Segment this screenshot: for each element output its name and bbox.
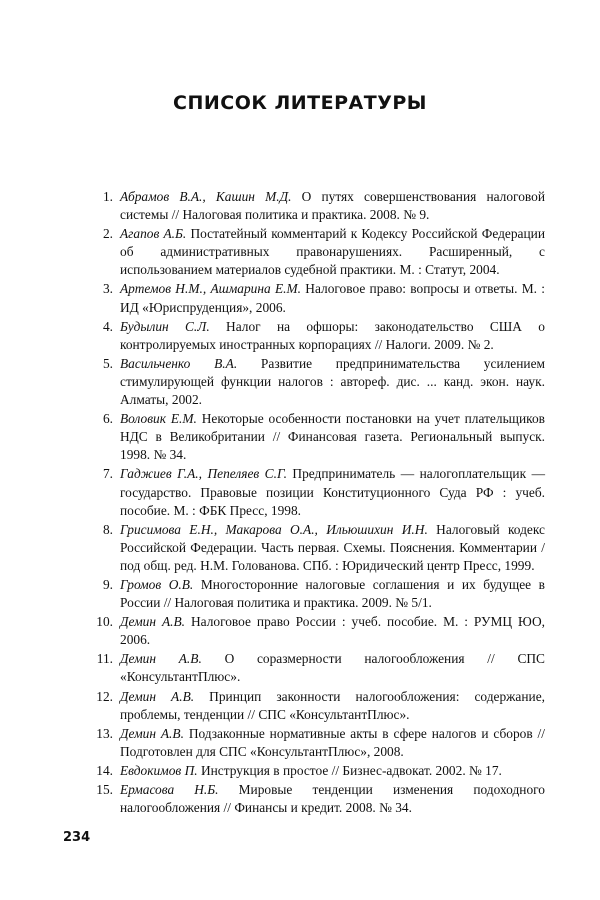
reference-text: Принцип законности налогообложения: содержание, проблемы, тенденции // СПС «КонсультантПлюс». <box>120 688 545 722</box>
reference-author: Громов О.В. <box>120 576 194 592</box>
reference-number: 11. <box>96 651 113 667</box>
reference-author: Будылин С.Л. <box>120 318 210 334</box>
reference-item <box>87 225 545 279</box>
reference-item <box>87 355 545 409</box>
reference-number: 13. <box>96 725 113 741</box>
reference-number: 2. <box>102 226 113 242</box>
reference-number: 4. <box>102 318 113 334</box>
reference-author: Артемов Н.М., Ашмарина Е.М. <box>120 281 301 297</box>
reference-text: Налог на офшоры: законодательство США о контролируемых иностранных корпорациях // Налоги. 2009. № 2. <box>120 318 545 352</box>
reference-author: Воловик Е.М. <box>120 411 197 427</box>
reference-text: Постатейный комментарий к Кодексу Российской Федерации об административных правонарушениях. Расширенный, с использованием материалов судебной практики. М. : Статут, 2004. <box>120 226 545 278</box>
reference-text: Налоговый кодекс Российской Федерации. Часть первая. Схемы. Пояснения. Комментарии / под общ. ред. Н.М. Голованова. СПб. : Юридический центр Пресс, 1999. <box>120 521 545 573</box>
reference-text: Предприниматель — налогоплательщик — государство. Правовые позиции Конституционного Суда РФ : учеб. пособие. М. : ФБК Пресс, 1998. <box>120 466 545 518</box>
reference-text: Мировые тенденции изменения подоходного налогообложения // Финансы и кредит. 2008. № 34. <box>120 782 545 816</box>
reference-number: 1. <box>102 189 113 204</box>
reference-text: Налоговое право: вопросы и ответы. М. : ИД «Юриспруденция», 2006. <box>120 281 545 315</box>
reference-item <box>87 650 545 686</box>
reference-text: Развитие предпринимательства усилением стимулирующей функции налогов : автореф. дис. ... канд. экон. наук. Алматы, 2002. <box>120 355 545 408</box>
page-number: 234 <box>63 830 91 845</box>
reference-number: 3. <box>102 281 113 297</box>
reference-text: О путях совершенствования налоговой системы // Налоговая политика и практика. 2008. № 9. <box>120 189 545 223</box>
reference-text: О соразмерности налогообложения // СПС «КонсультантПлюс». <box>120 651 545 685</box>
reference-author: Абрамов В.А., Кашин М.Д. <box>120 189 292 204</box>
reference-number: 15. <box>96 782 113 797</box>
reference-item <box>87 762 545 780</box>
reference-author: Демин А.В. <box>120 725 184 741</box>
reference-text: Инструкция в простое // Бизнес-адвокат. 2002. № 17. <box>200 762 502 778</box>
reference-number: 7. <box>102 466 113 482</box>
reference-number: 6. <box>102 411 113 427</box>
reference-item <box>87 318 545 354</box>
reference-item <box>87 465 545 519</box>
reference-author: Васильченко В.А. <box>120 355 238 371</box>
reference-text: Подзаконные нормативные акты в сфере налогов и сборов // Подготовлен для СПС «КонсультантПлюс», 2008. <box>120 725 545 759</box>
reference-author: Агапов А.Б. <box>120 226 187 242</box>
reference-number: 5. <box>102 355 113 371</box>
reference-text: Налоговое право России : учеб. пособие. М. : РУМЦ ЮО, 2006. <box>120 614 545 648</box>
reference-number: 9. <box>102 576 113 592</box>
reference-item <box>87 188 545 224</box>
reference-author: Демин А.В. <box>120 651 202 667</box>
reference-item <box>87 781 545 817</box>
reference-author: Гаджиев Г.А., Пепеляев С.Г. <box>120 466 287 482</box>
reference-item <box>87 280 545 316</box>
reference-number: 10. <box>96 614 113 630</box>
reference-text: Некоторые особенности постановки на учет плательщиков НДС в Великобритании // Финансовая газета. Региональный выпуск. 1998. № 34. <box>120 411 545 463</box>
reference-item <box>87 613 545 649</box>
reference-item <box>87 410 545 464</box>
reference-item <box>87 521 545 575</box>
reference-text: Многосторонние налоговые соглашения и их будущее в России // Налоговая политика и практика. 2009. № 5/1. <box>120 576 545 611</box>
reference-author: Демин А.В. <box>120 688 195 704</box>
reference-number: 12. <box>96 688 113 704</box>
reference-item <box>87 688 545 724</box>
reference-number: 8. <box>102 521 113 537</box>
reference-item <box>87 725 545 761</box>
page-title: СПИСОК ЛИТЕРАТУРЫ <box>173 92 427 114</box>
reference-author: Евдокимов П. <box>120 762 198 778</box>
reference-author: Демин А.В. <box>120 614 186 630</box>
reference-list <box>87 188 545 818</box>
reference-number: 14. <box>96 762 113 778</box>
reference-author: Ермасова Н.Б. <box>120 782 219 797</box>
reference-item <box>87 576 545 612</box>
reference-author: Грисимова Е.Н., Макарова О.А., Ильюшихин И.Н. <box>120 521 428 537</box>
